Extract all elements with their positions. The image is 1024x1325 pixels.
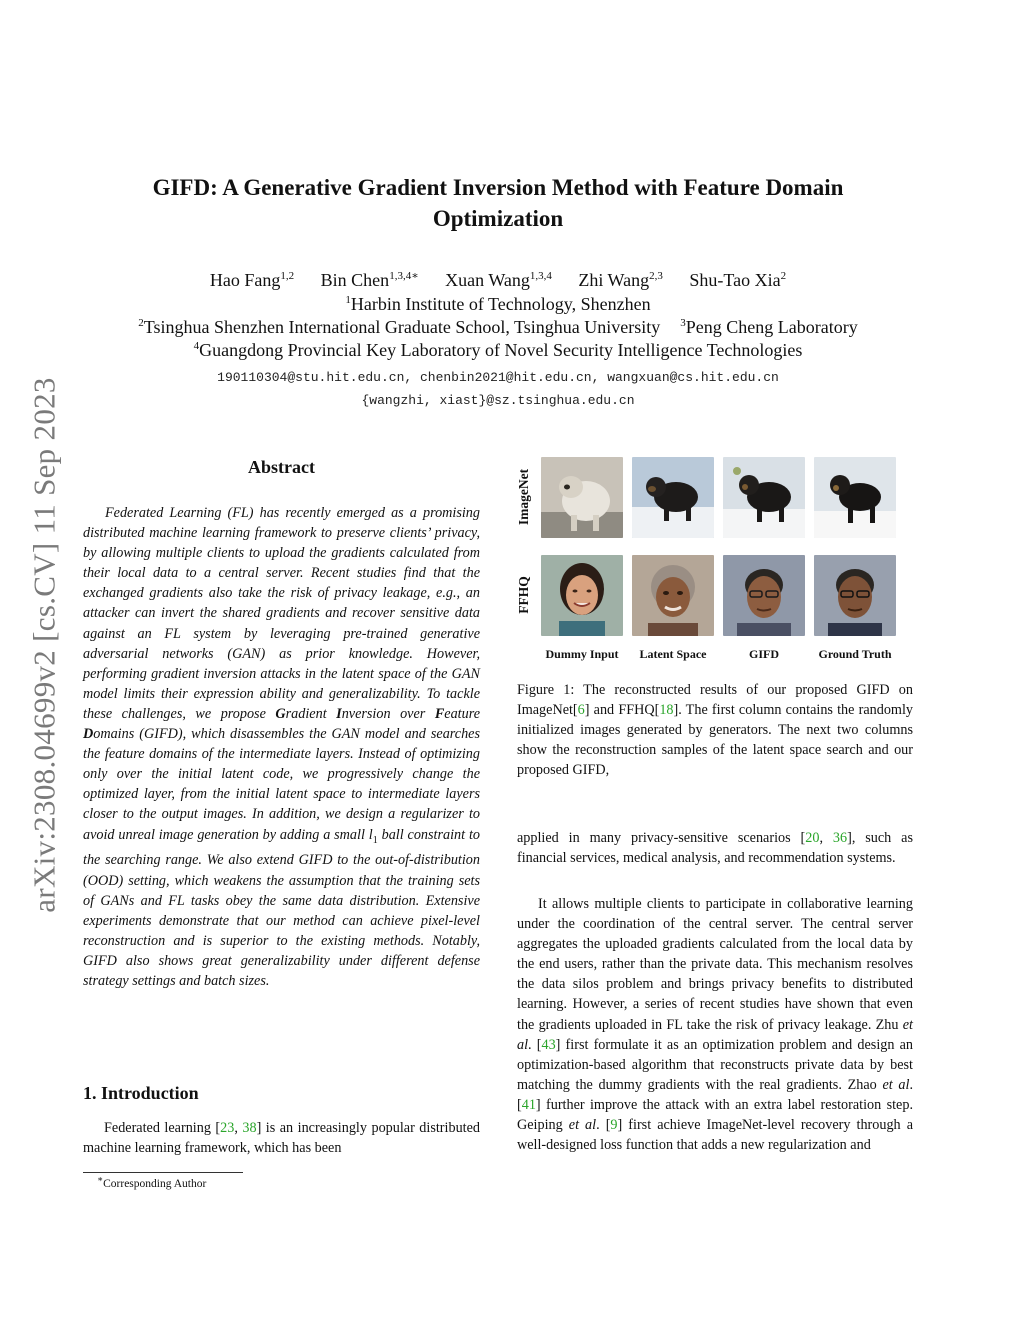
intro-paragraph: [83, 1118, 480, 1158]
paper-title: [60, 172, 936, 234]
et-al: et al: [568, 1117, 597, 1134]
affiliation-text: Harbin Institute of Technology, Shenzhen: [350, 294, 651, 314]
row-label-text: ImageNet: [516, 468, 532, 526]
text-part: ,: [819, 830, 833, 846]
affiliation-sup: 1: [345, 294, 351, 306]
author-sup: 1,3,4: [529, 270, 552, 282]
author-sup: 2,3: [649, 270, 663, 282]
row-label-imagenet: [514, 456, 534, 538]
et-al: et al: [517, 1016, 913, 1053]
author-sup: 1,3,4∗: [389, 270, 419, 282]
abstract-part: ball constraint to the searching range. We also extend GIFD to the out-of-distribution (OOD) setting, which weakens the assumption that the training sets of GANs and FL tasks obey the same data distribution. Extensive experiments demonstrate that our method can achieve pixel-level reconstruction and is superior to the existing methods. Notably, GIFD also shows great generalizability under different defense strategy settings and batch sizes.: [83, 826, 480, 989]
arxiv-identifier: arXiv:2308.04699v2 [cs.CV] 11 Sep 2023: [27, 377, 63, 913]
citation-link[interactable]: 20: [805, 830, 820, 846]
et-al: et al: [882, 1076, 910, 1093]
citation-link[interactable]: 6: [577, 702, 585, 719]
text-part: ] is an increasingly popular distributed machine learning framework, which has been: [83, 1120, 480, 1157]
right-paragraph-1: [517, 828, 913, 868]
author-name: Shu-Tao Xia: [689, 270, 781, 290]
text-part: applied in many privacy-sensitive scenarios [: [517, 830, 806, 846]
footnote-text: Corresponding Author: [103, 1178, 207, 1190]
affiliation-sup: 4: [193, 340, 200, 352]
author-sup: 1,2: [280, 270, 295, 282]
row-label-ffhq: [514, 554, 534, 636]
intro-heading: 1. Introduction: [83, 1083, 199, 1103]
col-label-ground-truth: Ground Truth: [818, 647, 892, 661]
imagenet-gifd-image: [723, 457, 805, 538]
affiliation-1: [40, 294, 956, 315]
ffhq-gifd-image: [723, 555, 805, 636]
author-list: [40, 270, 956, 291]
text-part: Federated learning [: [104, 1120, 221, 1136]
imagenet-dummy-input-image: [541, 457, 623, 538]
citation-link[interactable]: 36: [832, 830, 848, 846]
row-label-text: FFHQ: [516, 576, 531, 614]
right-paragraph-2: [517, 894, 913, 1155]
footnote-mark: ∗: [97, 1174, 104, 1185]
author-4: [578, 270, 662, 290]
text-part: ], such as financial services, medical analysis, and recommendation systems.: [517, 830, 913, 867]
citation-link[interactable]: 43: [541, 1036, 556, 1053]
col-label-latent-space: Latent Space: [639, 647, 707, 661]
arxiv-sidebar: [27, 350, 63, 940]
affiliation-text: Guangdong Provincial Key Laboratory of Novel Security Intelligence Technologies: [199, 340, 803, 360]
affiliation-4: [40, 340, 956, 361]
ffhq-ground-truth-image: [814, 555, 896, 636]
acronym-letter: D: [83, 726, 94, 743]
title-line-1: GIFD: A Generative Gradient Inversion Method with Feature Domain: [152, 175, 844, 200]
abstract-heading: Abstract: [248, 457, 315, 477]
imagenet-ground-truth-image: [814, 457, 896, 538]
footnote-rule: [83, 1172, 243, 1173]
author-name: Bin Chen: [320, 270, 390, 290]
author-2: [321, 270, 419, 290]
affiliation-sup: 3: [680, 317, 686, 329]
text-part: ] first achieve ImageNet-level recovery through a well-designed loss function that adds a new regularization and: [517, 1117, 913, 1154]
citation-link[interactable]: 38: [242, 1120, 257, 1136]
affiliation-text: Peng Cheng Laboratory: [685, 317, 858, 337]
affiliation-2-3: [40, 317, 956, 338]
citation-link[interactable]: 23: [220, 1120, 235, 1136]
footnote: [97, 1174, 207, 1190]
abstract-part: nversion over: [341, 705, 435, 722]
text-part: ] first formulate it as an optimization problem and design an optimization-based algorithm that reconstructs private data by best matching the dummy gradients with the real gradients. Zhao: [517, 1036, 913, 1093]
citation-link[interactable]: 9: [610, 1117, 618, 1134]
abstract-part: omains (GIFD), which disassembles the GAN model and searches the feature domains of the intermediate layers. Instead of optimizing only over the initial latent code, we progressively change the optimized layer, from the initial latent space to intermediate layers closer to the output images. In addition, we design a regularizer to avoid unreal image generation by adding a small: [83, 726, 480, 843]
author-sup: 2: [780, 270, 787, 282]
acronym-letter: F: [434, 705, 445, 722]
ffhq-latent-space-image: [632, 555, 714, 636]
author-3: [445, 270, 552, 290]
affiliation-sup: 2: [138, 317, 144, 329]
citation-link[interactable]: 18: [659, 702, 674, 719]
email-line-1: 190110304@stu.hit.edu.cn, chenbin2021@hit.edu.cn, wangxuan@cs.hit.edu.cn: [217, 370, 779, 385]
text-part: Figure 1: The reconstructed results of our proposed GIFD on ImageNet[: [517, 682, 913, 719]
email-line-2: {wangzhi, xiast}@sz.tsinghua.edu.cn: [361, 393, 635, 408]
col-label-dummy-input: Dummy Input: [545, 647, 619, 661]
figure-caption: [517, 680, 913, 780]
text-part: ,: [234, 1120, 243, 1136]
author-name: Xuan Wang: [445, 270, 530, 290]
text-part: . [: [596, 1117, 611, 1134]
abstract-part: Federated Learning (FL) has recently emerged as a promising distributed machine learning framework to preserve clients’ privacy, by allowing multiple clients to upload the gradients calculated from their local data to a central server. Recent studies find that the exchanged gradients also take the risk of privacy leakage, e.g., an attacker can invert the shared gradients and recover sensitive data against an FL system by leveraging pre-trained generative adversarial networks (GAN) as prior knowledge. However, performing gradient inversion attacks in the latent space of the GAN model limits their expression ability and generalizability. To tackle these challenges, we propose: [83, 505, 480, 722]
math-subscript: 1: [372, 834, 378, 846]
author-1: [210, 270, 294, 290]
author-name: Hao Fang: [209, 270, 281, 290]
acronym-letter: G: [275, 705, 286, 722]
text-part: ]. The first column contains the randomly initialized images generated by generators. The next two columns show the reconstruction samples of the latent space search and our proposed GIFD,: [517, 702, 913, 779]
text-part: ] and FFHQ[: [584, 702, 660, 719]
text-part: . [: [517, 1076, 913, 1113]
title-line-2: Optimization: [432, 206, 564, 231]
text-part: ] further improve the attack with an extra label restoration step. Geiping: [517, 1096, 913, 1134]
text-part: It allows multiple clients to participate in collaborative learning under the coordination of the central server. The central server aggregates the uploaded gradients calculated from the local data by the end users, rather than the private data. This mechanism resolves the data silos problem and brings privacy benefits to distributed learning. However, a series of recent studies have shown that even the gradients uploaded in FL take the risk of privacy leakage. Zhu: [517, 896, 913, 1033]
col-label-gifd: GIFD: [749, 647, 779, 661]
affiliation-text: Tsinghua Shenzhen International Graduate School, Tsinghua University: [143, 317, 661, 337]
author-name: Zhi Wang: [578, 270, 650, 290]
math-symbol: l: [368, 826, 373, 843]
abstract-text: [83, 503, 480, 991]
ffhq-dummy-input-image: [541, 555, 623, 636]
citation-link[interactable]: 41: [521, 1096, 536, 1113]
abstract-part: radient: [285, 705, 337, 722]
imagenet-latent-space-image: [632, 457, 714, 538]
abstract-part: eature: [444, 705, 480, 722]
author-5: [689, 270, 786, 290]
text-part: . [: [528, 1036, 542, 1053]
acronym-letter: I: [336, 705, 342, 722]
